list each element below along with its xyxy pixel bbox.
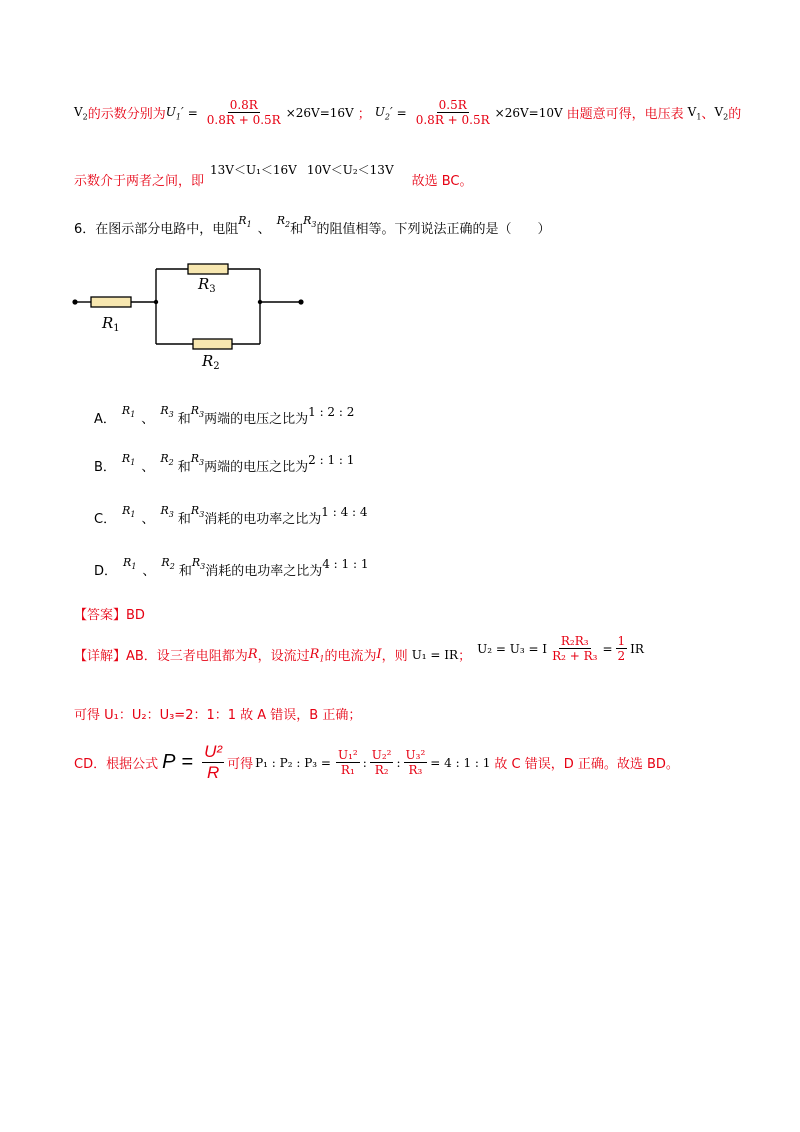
text: 、	[141, 412, 155, 427]
option-c[interactable]	[94, 503, 368, 527]
var-i: I	[376, 647, 382, 663]
option-letter: D．	[94, 564, 118, 579]
fraction-denominator: R	[206, 763, 220, 783]
text: 、	[141, 460, 155, 475]
junction-dot	[258, 300, 262, 304]
v1-symbol: $V_1$	[687, 104, 702, 122]
terminal-dot	[298, 299, 303, 304]
r3-symbol: $R_3$	[190, 503, 205, 520]
u2-prime: $U_2'$	[374, 104, 393, 122]
label-r2: $R_2$	[202, 352, 220, 372]
ratio: 1 : 4 : 4	[321, 504, 368, 519]
answer	[74, 604, 145, 623]
equals: =	[181, 751, 194, 774]
r3-symbol: $R_3$	[160, 503, 174, 520]
r1-symbol: $R_1$	[123, 555, 137, 572]
option-text: 两端的电压之比为	[204, 412, 309, 427]
v2-symbol: $V_2$	[714, 104, 729, 122]
detail-line-3	[74, 742, 679, 784]
text: 故 C 错误，D 正确。故选 BD。	[494, 757, 679, 773]
resistor-r1	[91, 297, 131, 307]
text: 和	[178, 564, 192, 579]
question-text: 6．在图示部分电路中，电阻	[74, 222, 239, 237]
fraction-numerator: U₁²	[337, 748, 358, 762]
text: 、	[701, 107, 715, 123]
fraction-numerator: R₂R₃	[560, 634, 589, 648]
text: 和	[177, 412, 191, 427]
power-ratio: P₁ : P₂ : P₃ =	[255, 755, 331, 770]
text: 可得 U₁：U₂：U₃=2：1：1 故 A 错误，B 正确；	[74, 708, 362, 723]
solution-line-1	[74, 98, 741, 128]
fraction-numerator: 0.5R	[438, 98, 467, 112]
fraction-numerator: U₃²	[405, 748, 426, 762]
r2-symbol: $R_2$	[276, 213, 291, 230]
equals: =	[396, 105, 407, 120]
colon: :	[396, 755, 401, 770]
r2-symbol: $R_2$	[161, 555, 175, 572]
text: 和	[290, 222, 304, 237]
text: 由题意可得，电压表	[566, 107, 684, 123]
detail-label: 【详解】AB．设三者电阻都为	[74, 649, 248, 665]
option-text: 两端的电压之比为	[204, 460, 309, 475]
r1-symbol: $R_1$	[122, 503, 136, 520]
colon: :	[362, 755, 367, 770]
text: 、	[257, 222, 271, 237]
option-letter: C．	[94, 512, 117, 527]
ratio: 2 : 1 : 1	[308, 452, 355, 467]
resistor-r3	[188, 264, 228, 274]
junction-dot	[154, 300, 158, 304]
fraction-denominator: 2	[617, 649, 626, 664]
detail-line	[74, 634, 644, 670]
text: 和	[177, 512, 191, 527]
option-a[interactable]	[94, 403, 355, 427]
question-6	[74, 213, 551, 237]
fraction-numerator: 1	[617, 634, 626, 648]
r3-symbol: $R_3$	[190, 451, 205, 468]
text: 的	[728, 107, 742, 123]
equals: =	[602, 641, 613, 656]
r2-symbol: $R_2$	[160, 451, 174, 468]
fraction-1	[205, 98, 283, 128]
inequality-2: 10V＜U₂＜13V	[306, 163, 394, 177]
fraction-denominator: R₂ + R₃	[552, 649, 598, 664]
r3-symbol: $R_3$	[303, 213, 317, 230]
fraction-numerator: U²	[202, 742, 224, 763]
fraction-parallel	[550, 634, 599, 664]
text: 和	[177, 460, 191, 475]
fraction-2	[414, 98, 492, 128]
ratio: 4 : 1 : 1	[322, 556, 369, 571]
fraction-denominator: 0.8R + 0.5R	[206, 113, 281, 128]
option-letter: B．	[94, 460, 116, 475]
u1-prime: $U_1'$	[165, 104, 184, 122]
terminal-dot	[72, 299, 77, 304]
fraction-numerator: U₂²	[371, 748, 392, 762]
text: CD．根据公式	[74, 757, 159, 773]
text: ，设流过	[257, 649, 310, 665]
fraction-denominator: R₁	[340, 763, 355, 778]
option-text: 消耗的电功率之比为	[205, 564, 323, 579]
option-letter: A．	[94, 412, 116, 427]
option-d[interactable]	[94, 555, 369, 579]
equation-u2-u3: U₂ = U₃ = I	[477, 641, 548, 656]
fraction-denominator: R₂	[374, 763, 389, 778]
inequality-1: 13V＜U₁＜16V	[210, 163, 297, 177]
resistor-r2	[193, 339, 232, 349]
label-r3: $R_3$	[198, 275, 216, 295]
option-b[interactable]	[94, 451, 355, 475]
fraction-numerator: 0.8R	[229, 98, 258, 112]
fraction-denominator: 0.8R + 0.5R	[415, 113, 490, 128]
label-r1: $R_1$	[102, 314, 120, 334]
solution-line-2	[74, 163, 473, 189]
ratio: 1 : 2 : 2	[308, 404, 355, 419]
formula-p: P	[162, 751, 176, 774]
power-ratio-result: = 4 : 1 : 1	[430, 755, 491, 770]
r1-symbol: $R_1$	[238, 213, 252, 230]
fraction-p1	[336, 748, 360, 778]
text: 故选 BC。	[411, 174, 473, 189]
fraction-denominator: R₃	[408, 763, 423, 778]
option-text: 消耗的电功率之比为	[204, 512, 322, 527]
r1-symbol: $R_1$	[121, 403, 136, 420]
answer-label: 【答案】BD	[74, 608, 145, 623]
separator: ；	[357, 107, 371, 123]
equation-u1: U₁ = IR	[411, 647, 459, 662]
v2-symbol: $V_2$	[74, 104, 88, 122]
text: 的电流为	[324, 649, 377, 665]
r3-symbol: $R_3$	[190, 403, 205, 420]
var-r: R	[247, 647, 258, 663]
text: 可得	[227, 757, 254, 773]
r1-symbol: $R_1$	[121, 451, 136, 468]
r3-symbol: $R_3$	[191, 555, 206, 572]
result-1: ×26V=16V	[285, 105, 354, 120]
text: 示数介于两者之间，即	[74, 174, 205, 189]
text: 的示数分别为	[87, 107, 166, 123]
fraction-p2	[370, 748, 394, 778]
text: 、	[142, 564, 156, 579]
equation-result: IR	[630, 641, 644, 656]
circuit-diagram	[70, 255, 320, 375]
text: ；	[458, 649, 472, 665]
result-2: ×26V=10V	[494, 105, 563, 120]
fraction-power	[202, 742, 224, 784]
detail-line-2	[74, 704, 361, 723]
r3-symbol: $R_3$	[160, 403, 174, 420]
equals: =	[187, 105, 198, 120]
fraction-p3	[404, 748, 428, 778]
question-text: 的阻值相等。下列说法正确的是（ ）	[316, 222, 551, 237]
text: ，则	[381, 649, 408, 665]
fraction-half	[616, 634, 628, 664]
text: 、	[141, 512, 155, 527]
var-r1: $R_1$	[309, 646, 325, 664]
